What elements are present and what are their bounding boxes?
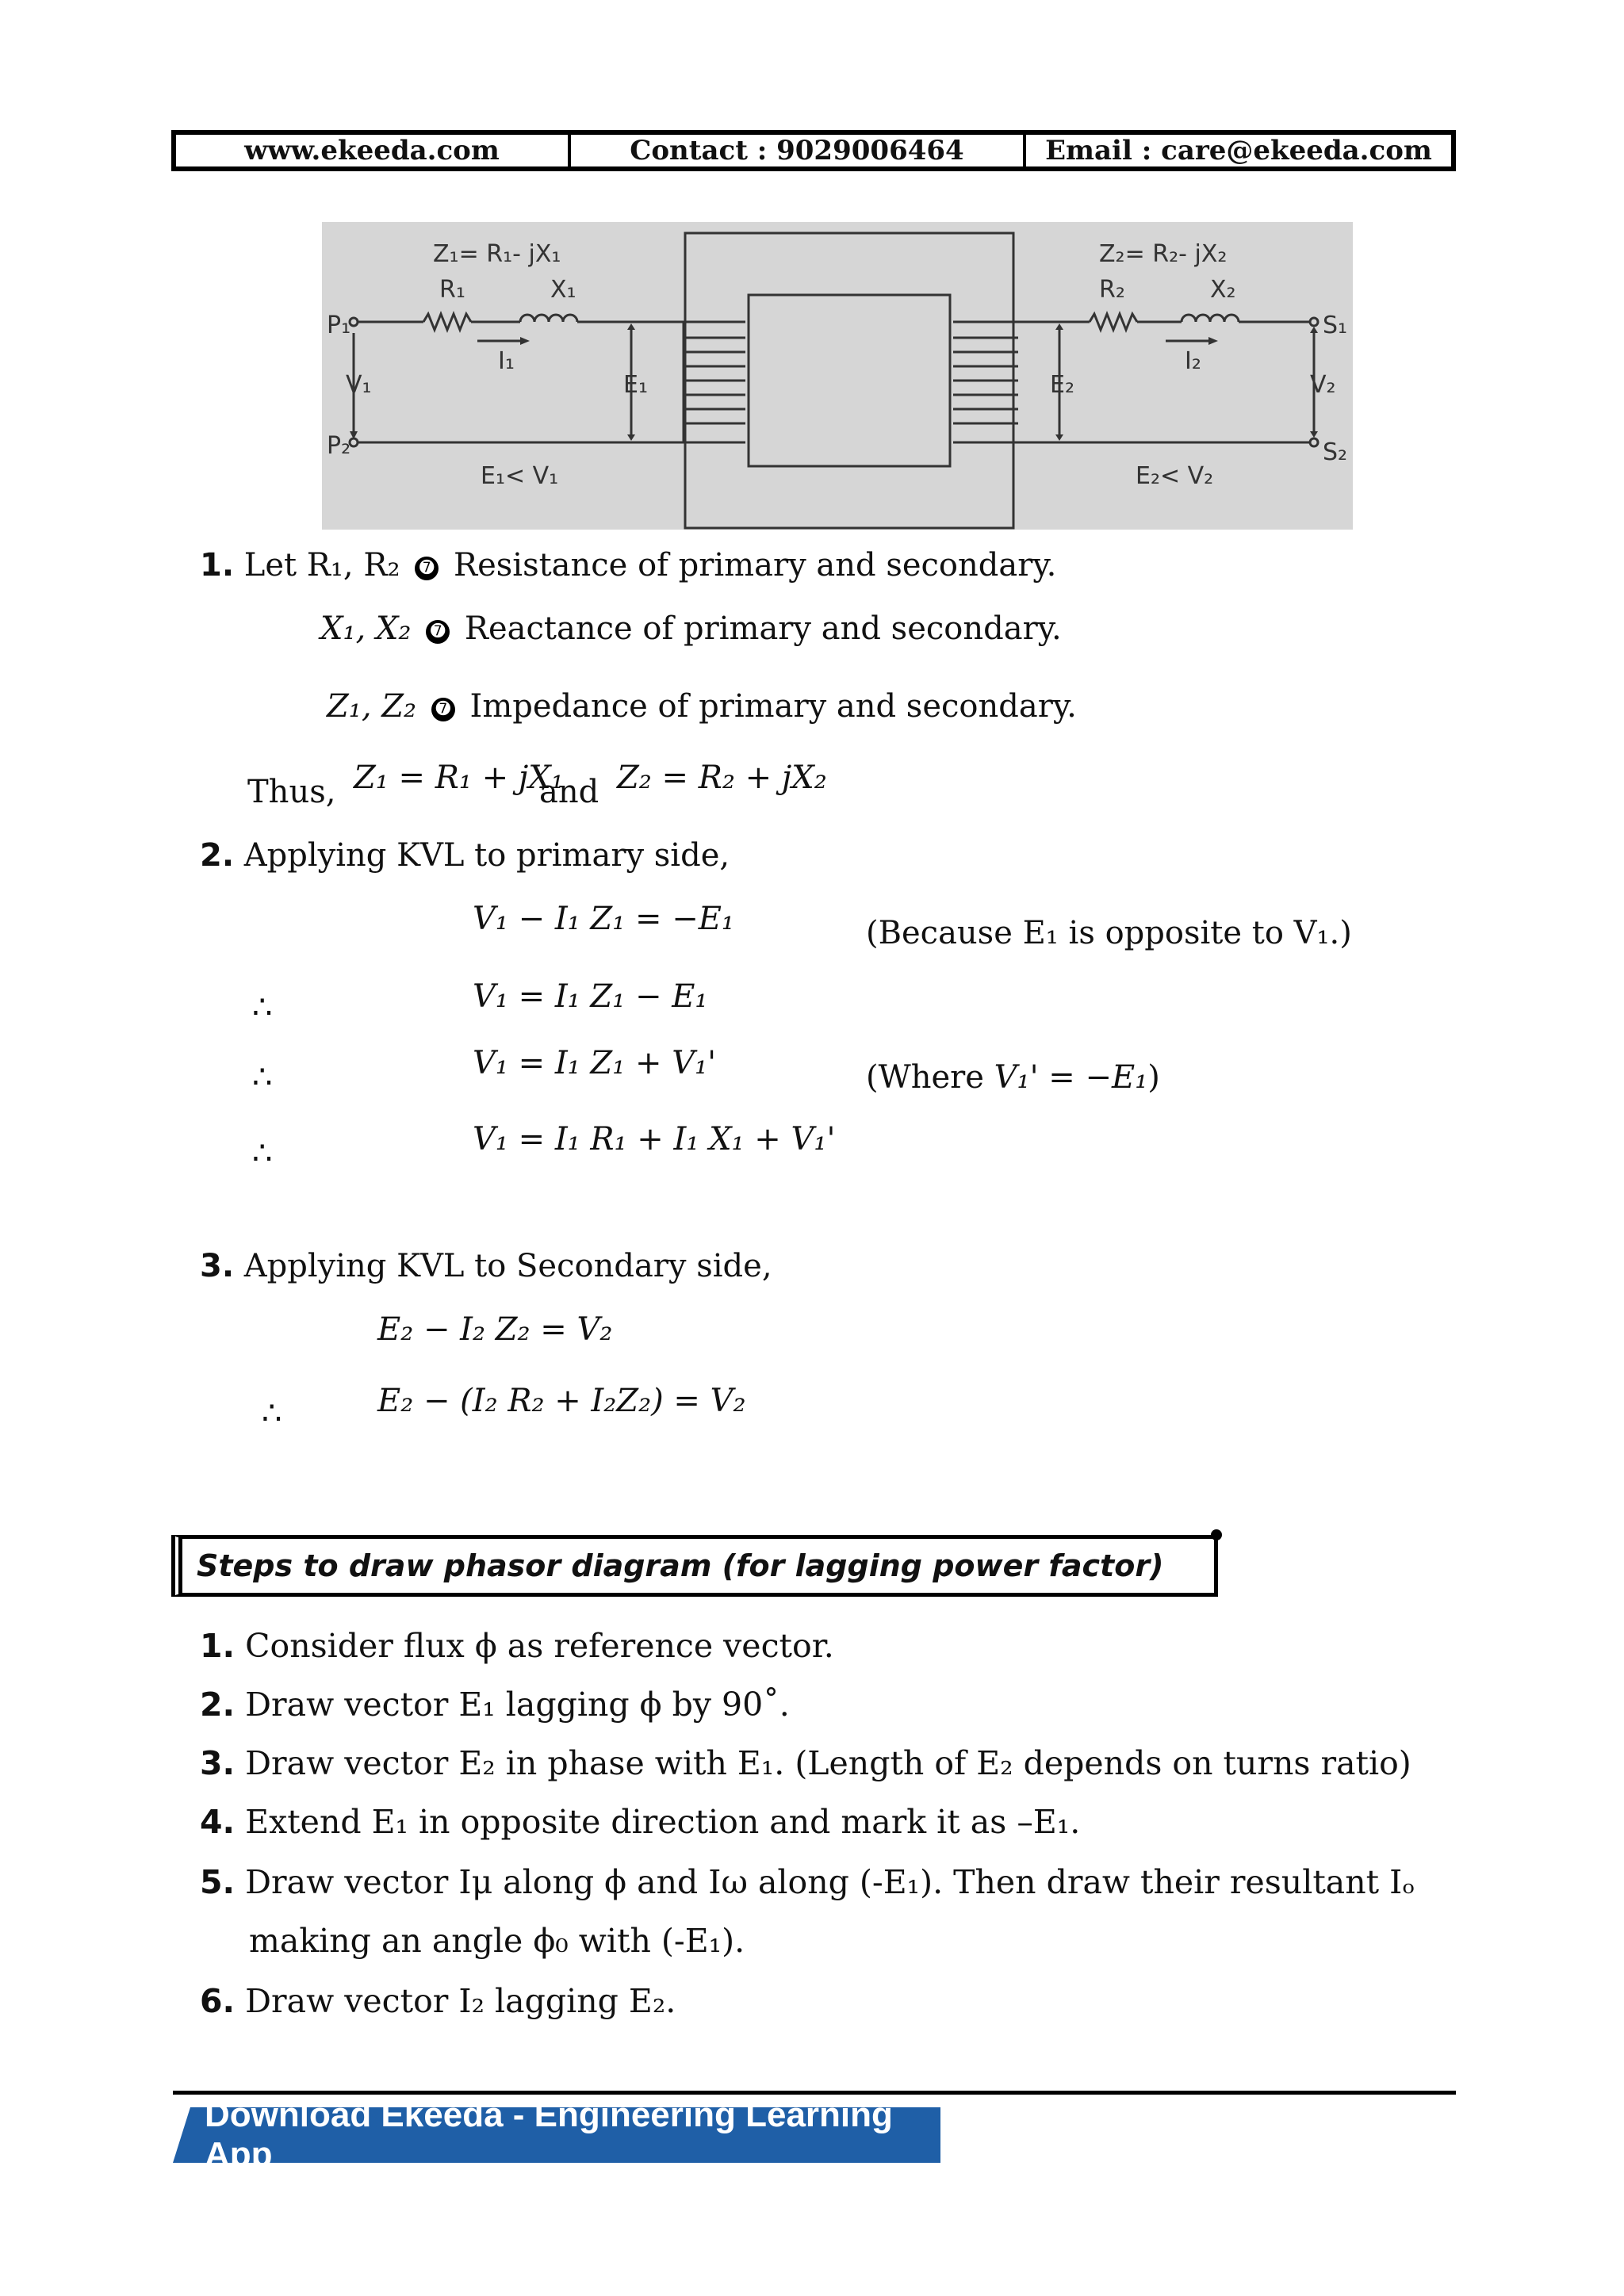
steps-title: Steps to draw phasor diagram (for lagging power factor) xyxy=(197,1548,1164,1583)
step-number: 3. xyxy=(200,1744,236,1782)
label-e2-cmp: E₂< V₂ xyxy=(1136,462,1214,490)
section1-eq-z1: Z₁ = R₁ + jX₁ xyxy=(354,760,564,796)
section1-line3-text: Impedance of primary and secondary. xyxy=(469,688,1077,725)
label-r2: R₂ xyxy=(1099,276,1125,304)
banner-text: Download Ekeeda - Engineering Learning App xyxy=(205,2095,893,2174)
therefore-symbol: ∴ xyxy=(252,989,273,1026)
section1-line2 xyxy=(320,610,1062,647)
label-p2: P₂ xyxy=(327,432,351,460)
label-v1: V₁ xyxy=(346,371,372,399)
step-number: 6. xyxy=(200,1982,236,2020)
step-text: Extend E₁ in opposite direction and mark it as –E₁. xyxy=(245,1803,1081,1841)
label-s1: S₁ xyxy=(1323,312,1348,339)
label-i2: I₂ xyxy=(1185,347,1201,375)
section1-line1-prefix: Let R₁, R₂ xyxy=(243,547,400,584)
section3-heading xyxy=(200,1248,772,1284)
label-i1: I₁ xyxy=(498,347,515,375)
step-number: 4. xyxy=(200,1803,236,1841)
section1-eq-z2: Z₂ = R₂ + jX₂ xyxy=(617,760,827,796)
header-email[interactable]: Email : care@ekeeda.com xyxy=(1045,135,1432,166)
step-text: Draw vector E₁ lagging ϕ by 90˚. xyxy=(245,1686,790,1724)
step-text: Draw vector E₂ in phase with E₁. (Length of E₂ depends on turns ratio) xyxy=(245,1744,1411,1782)
label-x1: X₁ xyxy=(550,276,576,304)
section2-heading xyxy=(200,837,730,874)
section2-eq3: V₁ = I₁ Z₁ + V₁' xyxy=(473,1045,717,1081)
download-app-banner[interactable] xyxy=(173,2095,940,2174)
section2-note3-suffix: ) xyxy=(1147,1059,1160,1096)
section2-eq2: V₁ = I₁ Z₁ − E₁ xyxy=(473,978,708,1015)
section1-line3-symbol: Z₁, Z₂ xyxy=(327,688,417,725)
list-item xyxy=(200,1863,1415,1901)
label-v2: V₂ xyxy=(1310,371,1336,399)
step-number: 1. xyxy=(200,1627,236,1665)
page-header xyxy=(171,130,1456,171)
section2-note3 xyxy=(866,1059,1160,1096)
list-item xyxy=(200,1627,834,1665)
label-e1: E₁ xyxy=(623,371,648,399)
therefore-symbol: ∴ xyxy=(252,1059,273,1096)
section1-line1-text: Resistance of primary and secondary. xyxy=(453,547,1057,584)
list-item xyxy=(249,1922,745,1960)
section3-eq1: E₂ − I₂ Z₂ = V₂ xyxy=(377,1311,613,1348)
label-z2: Z₂= R₂- jX₂ xyxy=(1099,240,1228,268)
step-text: Consider flux ϕ as reference vector. xyxy=(245,1627,834,1665)
list-item xyxy=(200,1982,676,2020)
label-z1: Z₁= R₁- jX₁ xyxy=(433,240,561,268)
section2-number: 2. xyxy=(200,837,235,874)
section3-number: 3. xyxy=(200,1248,235,1284)
bullet-icon: ➐ xyxy=(431,698,455,721)
therefore-symbol: ∴ xyxy=(262,1395,282,1432)
header-contact: Contact : 9029006464 xyxy=(571,135,1026,166)
step-text: Draw vector Iμ along ϕ and Iω along (-E₁). Then draw their resultant Iₒ xyxy=(245,1863,1415,1901)
section3-heading-text: Applying KVL to Secondary side, xyxy=(243,1248,772,1284)
bullet-icon: ➐ xyxy=(426,620,450,644)
bullet-icon: ➐ xyxy=(415,557,439,580)
list-item xyxy=(200,1803,1080,1841)
label-r1: R₁ xyxy=(439,276,465,304)
list-item xyxy=(200,1744,1411,1782)
step-text: making an angle ϕ₀ with (-E₁). xyxy=(249,1922,745,1960)
section2-note1: (Because E₁ is opposite to V₁.) xyxy=(866,915,1352,951)
section1-and: and xyxy=(539,774,599,810)
section3-eq2: E₂ − (I₂ R₂ + I₂Z₂) = V₂ xyxy=(377,1383,746,1419)
section2-note3-prefix: (Where xyxy=(866,1059,984,1096)
header-website[interactable]: www.ekeeda.com xyxy=(176,135,571,166)
section2-eq4: V₁ = I₁ R₁ + I₁ X₁ + V₁' xyxy=(473,1121,836,1158)
label-e2: E₂ xyxy=(1050,371,1074,399)
label-s2: S₂ xyxy=(1323,438,1348,466)
step-number: 2. xyxy=(200,1686,236,1724)
steps-title-box xyxy=(171,1535,1218,1597)
section1-thus: Thus, xyxy=(247,774,336,810)
step-number: 5. xyxy=(200,1863,236,1901)
list-item xyxy=(200,1686,790,1724)
section1-line2-text: Reactance of primary and secondary. xyxy=(464,610,1062,647)
section2-eq1: V₁ − I₁ Z₁ = −E₁ xyxy=(473,901,734,937)
section1-line3 xyxy=(327,688,1077,725)
label-x2: X₂ xyxy=(1210,276,1236,304)
section1-number: 1. xyxy=(200,547,235,584)
section1-line2-symbol: X₁, X₂ xyxy=(320,610,412,647)
label-e1-cmp: E₁< V₁ xyxy=(481,462,559,490)
footer-divider xyxy=(173,2091,1456,2095)
section1-line1 xyxy=(200,547,1056,584)
step-text: Draw vector I₂ lagging E₂. xyxy=(245,1982,676,2020)
section2-note3-eq: V₁' = −E₁ xyxy=(994,1059,1148,1096)
label-p1: P₁ xyxy=(327,312,351,339)
section2-heading-text: Applying KVL to primary side, xyxy=(243,837,730,874)
transformer-equivalent-circuit xyxy=(322,222,1353,530)
therefore-symbol: ∴ xyxy=(252,1135,273,1172)
